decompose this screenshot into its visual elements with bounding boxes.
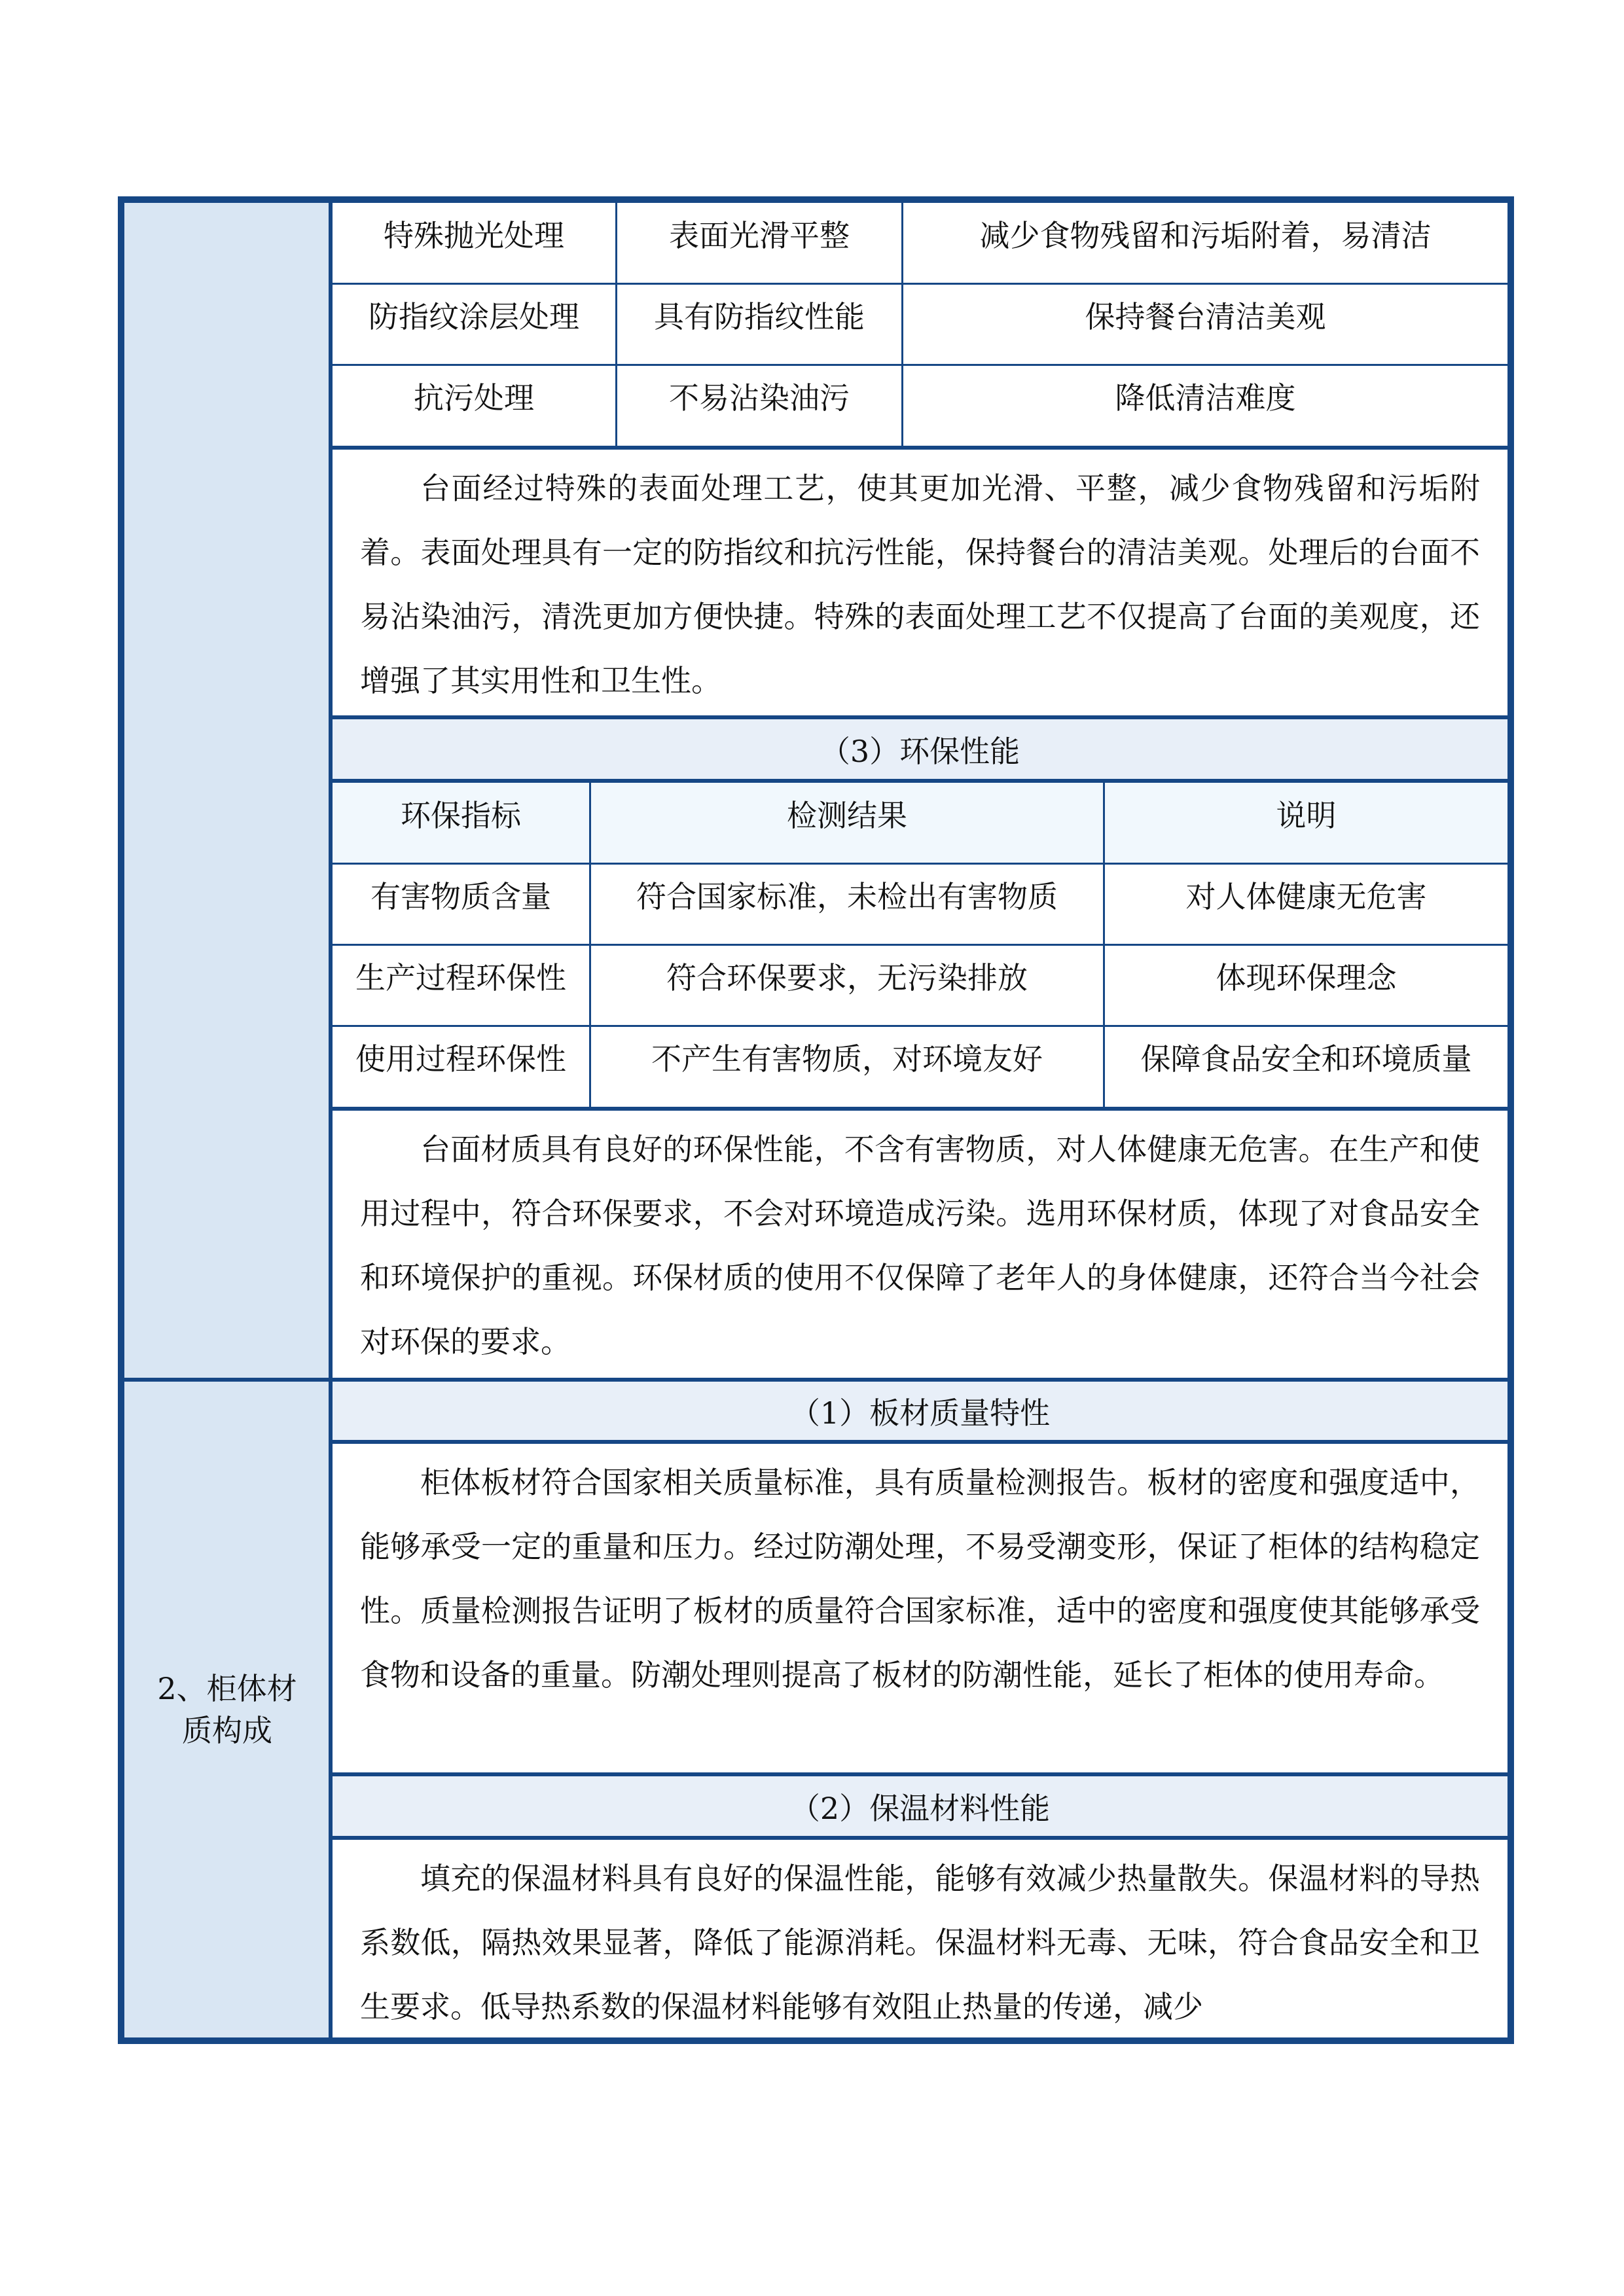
table-cell: 符合环保要求，无污染排放 (666, 960, 1028, 996)
table-cell: 不产生有害物质，对环境友好 (651, 1041, 1043, 1077)
table-cell: 降低清洁难度 (1115, 380, 1296, 416)
table-cell: 有害物质含量 (370, 879, 551, 914)
section2-label: 2、柜体材质构成 (157, 1671, 297, 1748)
board-heading: （1）板材质量特性 (333, 1382, 1507, 1441)
env-heading: （3）环保性能 (333, 719, 1507, 780)
table-header: 说明 (1276, 798, 1337, 833)
table-cell: 使用过程环保性 (355, 1041, 566, 1077)
table-cell: 减少食物残留和污垢附着，易清洁 (979, 218, 1432, 253)
table-header: 检测结果 (787, 798, 907, 833)
surface-paragraph: 台面经过特殊的表面处理工艺，使其更加光滑、平整，减少食物残留和污垢附着。表面处理具有一定的防指纹和抗污性能，保持餐台的清洁美观。处理后的台面不易沾染油污，清洗更加方便快捷。特殊的表面处理工艺不仅提高了台面的美观度，还增强了其实用性和卫生性。 (360, 471, 1480, 698)
table-cell: 抗污处理 (414, 380, 534, 416)
table-cell: 保障食品安全和环境质量 (1140, 1041, 1472, 1077)
insulation-paragraph: 填充的保温材料具有良好的保温性能，能够有效减少热量散失。保温材料的导热系数低，隔热效果显著，降低了能源消耗。保温材料无毒、无味，符合食品安全和卫生要求。低导热系数的保温材料能够有效阻止热量的传递，减少 (360, 1861, 1480, 2024)
table-cell: 符合国家标准，未检出有害物质 (636, 879, 1058, 914)
table-cell: 特殊抛光处理 (384, 218, 564, 253)
insulation-heading: （2）保温材料性能 (333, 1776, 1507, 1836)
env-paragraph: 台面材质具有良好的环保性能，不含有害物质，对人体健康无危害。在生产和使用过程中，符合环保要求，不会对环境造成污染。选用环保材质，体现了对食品安全和环境保护的重视。环保材质的使用不仅保障了老年人的身体健康，还符合当今社会对环保的要求。 (360, 1132, 1480, 1359)
table-cell: 不易沾染油污 (669, 380, 850, 416)
table-cell: 防指纹涂层处理 (369, 299, 579, 334)
table-cell: 体现环保理念 (1216, 960, 1397, 996)
table-cell: 生产过程环保性 (355, 960, 566, 996)
table-cell: 具有防指纹性能 (654, 299, 865, 334)
table-cell: 对人体健康无危害 (1185, 879, 1427, 914)
table-header: 环保指标 (401, 798, 521, 833)
table-cell: 表面光滑平整 (669, 218, 850, 253)
table-cell: 保持餐台清洁美观 (1085, 299, 1326, 334)
table-frame (118, 196, 1514, 2044)
board-paragraph: 柜体板材符合国家相关质量标准，具有质量检测报告。板材的密度和强度适中，能够承受一定的重量和压力。经过防潮处理，不易受潮变形，保证了柜体的结构稳定性。质量检测报告证明了板材的质量符合国家标准，适中的密度和强度使其能够承受食物和设备的重量。防潮处理则提高了板材的防潮性能，延长了柜体的使用寿命。 (360, 1465, 1480, 1693)
